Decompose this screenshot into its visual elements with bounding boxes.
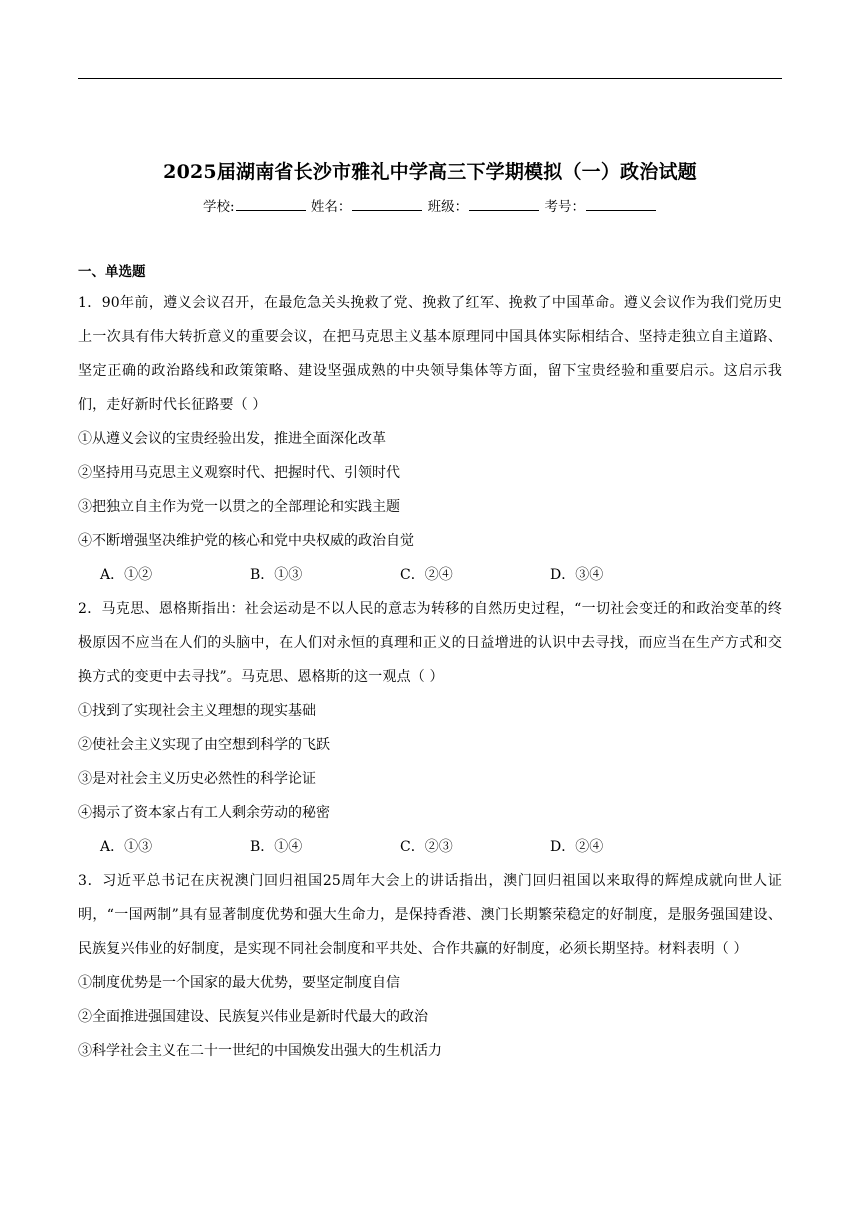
question-1 [78,286,782,592]
name-blank[interactable] [352,196,422,211]
question-stem: 3．习近平总书记在庆祝澳门回归祖国25周年大会上的讲话指出，澳门回归祖国以来取得的辉煌成就向世人证明，“一国两制”具有显著制度优势和强大生命力，是保持香港、澳门长期繁荣稳定的好制度，是服务强国建设、民族复兴伟业的好制度，是实现不同社会制度和平共处、合作共赢的好制度，必须长期坚持。材料表明（ ） [78,873,782,957]
name-label: 姓名： [310,199,352,215]
statement: ③科学社会主义在二十一世纪的中国焕发出强大的生机活力 [78,1043,442,1059]
page-title: 2025届湖南省长沙市雅礼中学高三下学期模拟（一）政治试题 [163,161,697,183]
statement: ②全面推进强国建设、民族复兴伟业是新时代最大的政治 [78,1009,428,1025]
school-label: 学校: [203,199,235,215]
statement: ②使社会主义实现了由空想到科学的飞跃 [78,737,330,753]
choice-c[interactable]: C．②③ [400,839,453,855]
student-info-line [0,196,860,218]
section-heading: 一、单选题 [78,264,146,280]
choice-c[interactable]: C．②④ [400,567,453,583]
statement: ④不断增强坚决维护党的核心和党中央权威的政治自觉 [78,533,414,549]
question-stem: 1．90年前，遵义会议召开，在最危急关头挽救了党、挽救了红军、挽救了中国革命。遵义会议作为我们党历史上一次具有伟大转折意义的重要会议，在把马克思主义基本原理同中国具体实际相结合、坚持走独立自主道路、坚定正确的政治路线和政策策略、建设坚强成熟的中央领导集体等方面，留下宝贵经验和重要启示。这启示我们，走好新时代长征路要（ ） [78,295,782,413]
school-blank[interactable] [236,196,306,211]
class-blank[interactable] [469,196,539,211]
exam-number-label: 考号： [544,199,585,215]
statement: ①制度优势是一个国家的最大优势，要坚定制度自信 [78,975,400,991]
exam-number-blank[interactable] [586,196,656,211]
answer-choices [78,830,782,864]
question-3 [78,864,782,1068]
question-2 [78,592,782,864]
choice-b[interactable]: B．①③ [250,567,303,583]
statement: ③把独立自主作为党一以贯之的全部理论和实践主题 [78,499,400,515]
choice-d[interactable]: D．③④ [550,567,604,583]
choice-a[interactable]: A．①② [100,567,153,583]
question-list [78,262,782,1068]
statement: ①从遵义会议的宝贵经验出发，推进全面深化改革 [78,431,386,447]
statement: ②坚持用马克思主义观察时代、把握时代、引领时代 [78,465,400,481]
question-stem: 2．马克思、恩格斯指出：社会运动是不以人民的意志为转移的自然历史过程，“一切社会变迁的和政治变革的终极原因不应当在人们的头脑中，在人们对永恒的真理和正义的日益增进的认识中去寻找，而应当在生产方式和交换方式的变更中去寻找”。马克思、恩格斯的这一观点（ ） [78,601,782,685]
answer-choices [78,558,782,592]
choice-a[interactable]: A．①③ [100,839,153,855]
statement: ④揭示了资本家占有工人剩余劳动的秘密 [78,805,330,821]
statement: ③是对社会主义历史必然性的科学论证 [78,771,316,787]
statement: ①找到了实现社会主义理想的现实基础 [78,703,316,719]
choice-b[interactable]: B．①④ [250,839,303,855]
choice-d[interactable]: D．②④ [550,839,604,855]
class-label: 班级： [427,199,469,215]
header-rule [78,78,782,79]
